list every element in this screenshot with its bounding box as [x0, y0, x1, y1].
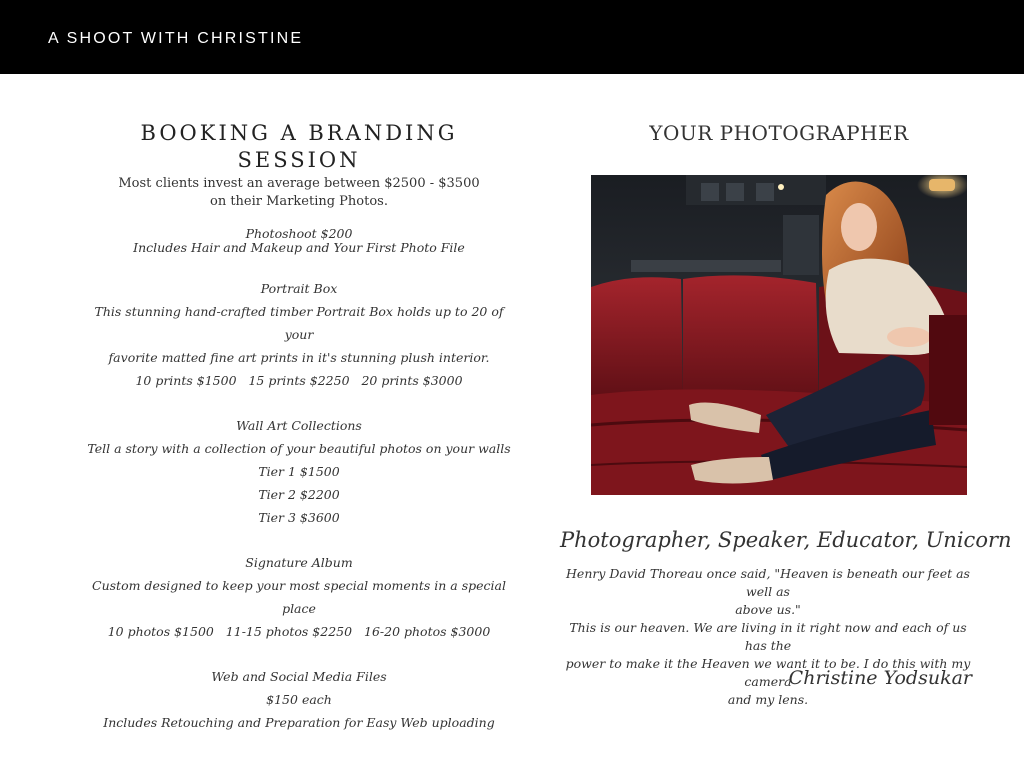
section-wall-art — [80, 414, 518, 529]
section-portrait-box — [80, 277, 518, 392]
quote-line: and my lens. — [727, 692, 809, 707]
section-line: 10 prints $1500 15 prints $2250 20 prints $3000 — [135, 372, 463, 388]
intro-line: on their Marketing Photos. — [210, 193, 388, 209]
photographer-portrait — [591, 175, 967, 495]
section-line: This stunning hand-crafted timber Portrait Box holds up to 20 of your — [94, 303, 504, 342]
booking-column — [80, 120, 518, 734]
section-title: Portrait Box — [260, 280, 338, 296]
section-line: Tier 2 $2200 — [258, 486, 340, 502]
section-title: Web and Social Media Files — [211, 668, 387, 684]
section-line: Includes Retouching and Preparation for Easy Web uploading — [103, 714, 495, 730]
section-line: Includes Hair and Makeup and Your First Photo File — [133, 239, 465, 255]
quote-line: above us." — [735, 602, 801, 617]
site-brand[interactable]: A SHOOT WITH CHRISTINE — [48, 30, 304, 47]
section-title: Wall Art Collections — [236, 417, 362, 433]
photographer-signature: Christine Yodsukar — [788, 667, 972, 689]
booking-intro — [80, 175, 518, 211]
section-line: favorite matted fine art prints in it's stunning plush interior. — [108, 349, 490, 365]
quote-line: This is our heaven. We are living in it right now and each of us has the — [569, 620, 967, 653]
section-photoshoot — [80, 227, 518, 255]
top-bar — [0, 0, 1024, 74]
section-line: 10 photos $1500 11-15 photos $2250 16-20 photos $3000 — [107, 623, 491, 639]
section-web-files — [80, 665, 518, 734]
quote-line: Henry David Thoreau once said, "Heaven is beneath our feet as well as — [566, 566, 970, 599]
quote-line: power to make it the Heaven we want it to be. I do this with my camera — [565, 656, 971, 689]
booking-heading: BOOKING A BRANDING SESSION — [140, 121, 458, 173]
photographer-tagline: Photographer, Speaker, Educator, Unicorn — [560, 528, 1012, 552]
section-title: Photoshoot $200 — [245, 225, 353, 241]
section-line: $150 each — [266, 691, 332, 707]
section-line: Tier 3 $3600 — [258, 509, 340, 525]
section-line: Custom designed to keep your most special moments in a special place — [92, 577, 506, 616]
section-signature-album — [80, 551, 518, 643]
section-title: Signature Album — [245, 554, 353, 570]
photographer-heading: YOUR PHOTOGRAPHER — [649, 121, 909, 145]
intro-line: Most clients invest an average between $2500 - $3500 — [118, 175, 480, 191]
section-line: Tell a story with a collection of your beautiful photos on your walls — [87, 440, 511, 456]
section-line: Tier 1 $1500 — [258, 463, 340, 479]
